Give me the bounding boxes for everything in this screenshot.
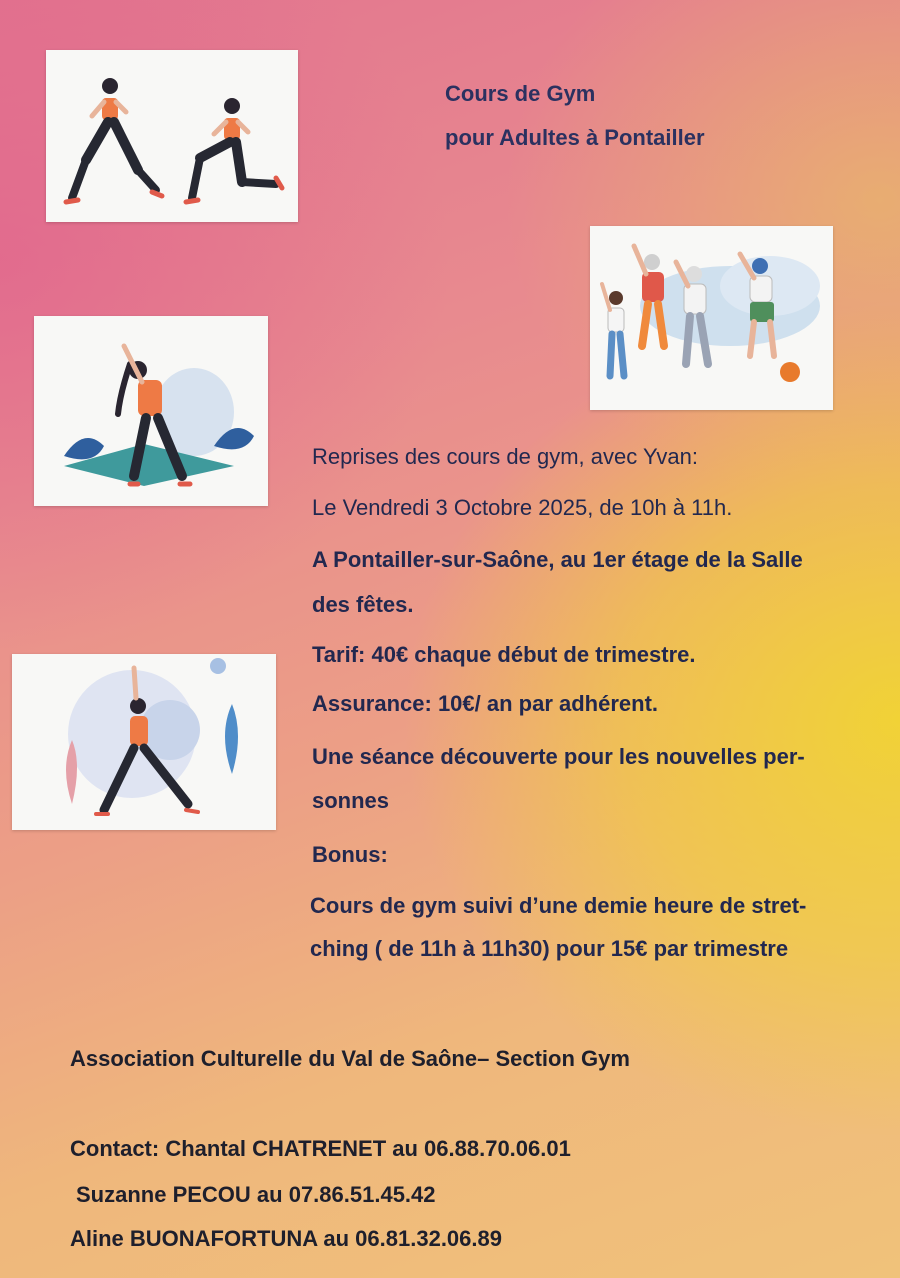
yoga-pose-illustration bbox=[12, 654, 276, 830]
tarif-text: Tarif: 40€ chaque début de trimestre. bbox=[312, 642, 696, 667]
location-text-line-1: A Pontailler-sur-Saône, au 1er étage de la Salle bbox=[312, 547, 803, 572]
lunge-illustration bbox=[46, 50, 298, 222]
contact-line-1: Contact: Chantal CHATRENET au 06.88.70.06.01 bbox=[70, 1136, 571, 1161]
title-line-1: Cours de Gym bbox=[445, 81, 596, 106]
bonus-text-line-2: ching ( de 11h à 11h30) pour 15€ par trimestre bbox=[310, 936, 789, 961]
assurance-text: Assurance: 10€/ an par adhérent. bbox=[312, 691, 659, 716]
location-text-line-2: des fêtes. bbox=[312, 592, 414, 617]
group-exercise-illustration bbox=[590, 226, 833, 410]
flyer-title bbox=[445, 72, 705, 160]
bonus-label: Bonus: bbox=[312, 842, 388, 867]
seance-text-line-1: Une séance découverte pour les nouvelles per- bbox=[312, 744, 805, 769]
seance-text-line-2: sonnes bbox=[312, 788, 390, 813]
association-name: Association Culturelle du Val de Saône– Section Gym bbox=[70, 1046, 630, 1071]
contact-line-2: Suzanne PECOU au 07.86.51.45.42 bbox=[76, 1182, 436, 1207]
title-line-2: pour Adultes à Pontailler bbox=[445, 125, 705, 150]
date-text: Le Vendredi 3 Octobre 2025, de 10h à 11h. bbox=[312, 495, 733, 520]
intro-text: Reprises des cours de gym, avec Yvan: bbox=[312, 444, 699, 469]
side-stretch-illustration bbox=[34, 316, 268, 506]
bonus-text-line-1: Cours de gym suivi d’une demie heure de stret- bbox=[310, 893, 807, 918]
contact-line-3: Aline BUONAFORTUNA au 06.81.32.06.89 bbox=[70, 1226, 502, 1251]
